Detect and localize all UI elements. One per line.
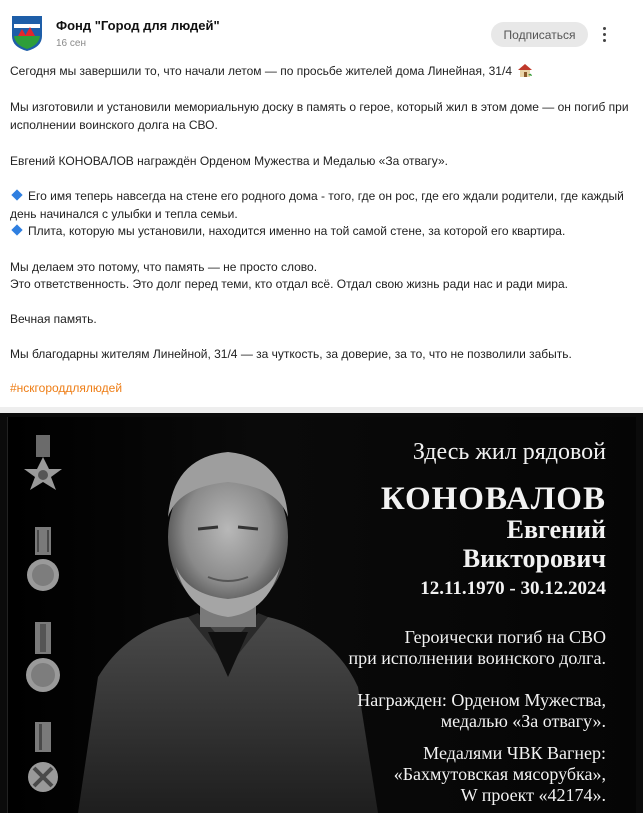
post-paragraph-5: Вечная память. bbox=[10, 312, 97, 326]
plaque-died-line-2: при исполнении воинского долга. bbox=[348, 648, 606, 668]
post-author[interactable]: Фонд "Город для людей" bbox=[56, 18, 220, 33]
medals-column bbox=[18, 417, 68, 813]
more-options-icon[interactable] bbox=[597, 24, 611, 46]
plaque-award-line-1: Награжден: Орденом Мужества, bbox=[357, 690, 606, 710]
bullet-text: Его имя теперь навсегда на стене его родного дома - того, где он рос, где его ждали родители, где каждый день начинался с улыбки и тепла семьи. bbox=[10, 189, 624, 221]
bullet-item-2 bbox=[10, 222, 630, 240]
plaque-award-line-2: медалью «За отвагу». bbox=[440, 711, 606, 731]
portrait-photo bbox=[68, 417, 378, 813]
bullet-item-1 bbox=[10, 187, 630, 223]
subscribe-button[interactable]: Подписаться bbox=[491, 22, 588, 47]
plaque-medals-line-1: Медалями ЧВК Вагнер: bbox=[423, 743, 606, 763]
post-header bbox=[0, 0, 643, 60]
plaque-medals-line-2: «Бахмутовская мясорубка», bbox=[393, 764, 606, 784]
courage-medal bbox=[27, 527, 59, 591]
memorial-plaque bbox=[7, 417, 636, 813]
wagner-medal-2 bbox=[28, 722, 58, 792]
plaque-line-1: Здесь жил рядовой bbox=[412, 439, 606, 465]
order-of-courage-medal bbox=[24, 435, 62, 490]
post-paragraph-4b: Это ответственность. Это долг перед теми, кто отдал всё. Отдал свою жизнь ради нас и ради мира. bbox=[10, 277, 568, 291]
post-date[interactable]: 16 сен bbox=[56, 38, 86, 49]
plaque-died-line-1: Героически погиб на СВО bbox=[404, 627, 606, 647]
blue-diamond-icon bbox=[11, 224, 22, 235]
plaque-dates: 12.11.1970 - 30.12.2024 bbox=[420, 578, 606, 599]
post-paragraph-3: Евгений КОНОВАЛОВ награждён Орденом Мужества и Медалью «За отвагу». bbox=[10, 154, 448, 168]
post-paragraph-1 bbox=[10, 62, 630, 80]
bullet-text: Плита, которую мы установили, находится именно на той самой стене, за которой его квартира. bbox=[28, 224, 566, 238]
post-photo[interactable] bbox=[0, 413, 643, 813]
plaque-medals-line-3: W проект «42174». bbox=[460, 785, 606, 805]
paragraph-text: Сегодня мы завершили то, что начали летом — по просьбе жителей дома Линейная, 31/4 bbox=[10, 64, 512, 78]
post-paragraph-6: Мы благодарны жителям Линейной, 31/4 — за чуткость, за доверие, за то, что не позволили забыть. bbox=[10, 347, 572, 361]
post-paragraph-4a: Мы делаем это потому, что память — не просто слово. bbox=[10, 260, 318, 274]
hashtag-link[interactable]: #нскгороддлялюдей bbox=[10, 381, 123, 395]
plaque-name: Евгений bbox=[506, 515, 606, 544]
wagner-medal-1 bbox=[26, 622, 60, 692]
post-paragraph-2: Мы изготовили и установили мемориальную доску в память о герое, который жил в этом доме — он погиб при исполнении воинского долга на СВО. bbox=[10, 100, 629, 132]
blue-diamond-icon bbox=[11, 189, 22, 200]
group-avatar-logo[interactable] bbox=[10, 14, 44, 52]
house-emoji-icon bbox=[517, 63, 533, 78]
plaque-surname: КОНОВАЛОВ bbox=[380, 481, 606, 517]
plaque-patronymic: Викторович bbox=[462, 544, 606, 573]
